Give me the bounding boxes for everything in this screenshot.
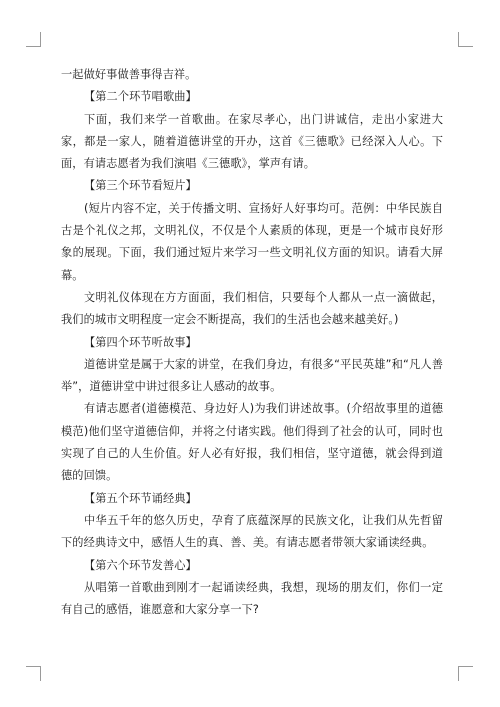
crop-mark-top-left	[26, 32, 41, 47]
paragraph-continuation: 一起做好事做善事得吉祥。	[61, 68, 197, 81]
paragraph-story-volunteer: 有请志愿者(道德模范、身边好人)为我们讲述故事。(介绍故事里的道德模范)他们坚守道德信仰，并将之付诸实践。他们得到了社会的认可，同时也实现了自己的人生价值。好人必有好报，我们相信，坚守道德，就会得到道德的回馈。	[61, 402, 443, 483]
paragraph-etiquette: 文明礼仪体现在方方面面，我们相信，只要每个人都从一点一滴做起，我们的城市文明程度一定会不断提高，我们的生活也会越来越美好。)	[61, 290, 443, 327]
document-body	[61, 64, 443, 621]
paragraph-kindness: 从唱第一首歌曲到刚才一起诵读经典，我想，现场的朋友们，你们一定有自己的感悟，谁愿意和大家分享一下?	[61, 580, 443, 617]
crop-mark-bottom-right	[458, 666, 473, 681]
paragraph-video: (短片内容不定，关于传播文明、宣扬好人好事均可。范例：中华民族自古是个礼仪之邦，文明礼仪，不仅是个人素质的体现，更是一个城市良好形象的展现。下面，我们通过短片来学习一些文明礼仪方面的知识。请看大屏幕。	[61, 201, 443, 282]
section-heading-story: 【第四个环节听故事】	[83, 335, 197, 349]
paragraph-classics: 中华五千年的悠久历史，孕育了底蕴深厚的民族文化，让我们从先哲留下的经典诗文中，感悟人生的真、善、美。有请志愿者带领大家诵读经典。	[61, 513, 443, 550]
section-heading-classics: 【第五个环节诵经典】	[83, 491, 197, 505]
paragraph-story-intro: 道德讲堂是属于大家的讲堂，在我们身边，有很多“平民英雄”和“凡人善举”，道德讲堂中讲过很多让人感动的故事。	[61, 357, 443, 394]
crop-mark-bottom-left	[26, 666, 41, 681]
section-heading-song: 【第二个环节唱歌曲】	[83, 90, 197, 104]
section-heading-video: 【第三个环节看短片】	[83, 179, 197, 193]
section-heading-kindness: 【第六个环节发善心】	[83, 558, 197, 572]
crop-mark-top-right	[458, 32, 473, 47]
paragraph-song: 下面，我们来学一首歌曲。在家尽孝心，出门讲诚信，走出小家进大家，都是一家人，随着道德讲堂的开办，这首《三德歌》已经深入人心。下面，有请志愿者为我们演唱《三德歌》，掌声有请。	[61, 112, 443, 171]
